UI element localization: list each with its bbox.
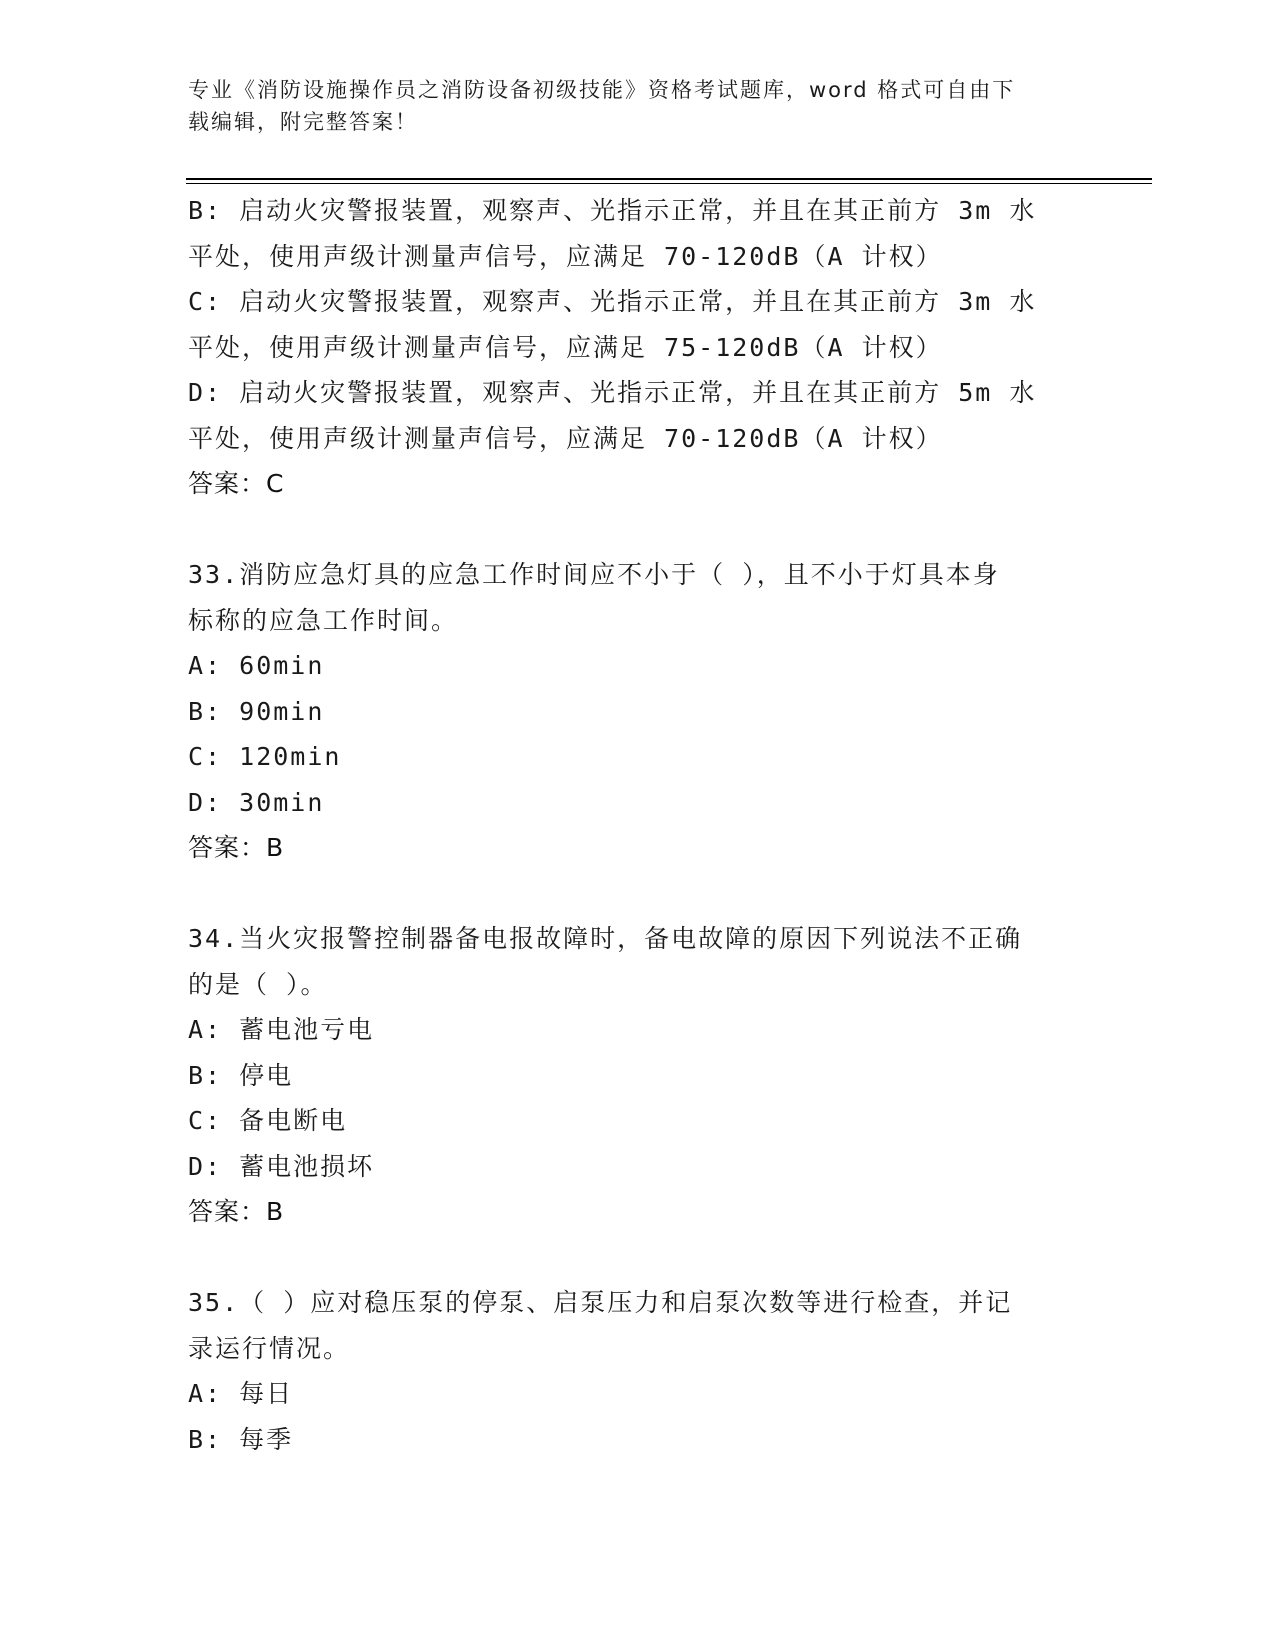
header-line-2: 载编辑，附完整答案！: [188, 110, 418, 134]
header-divider: [186, 178, 1152, 184]
q32-option-c-line-1: C: 启动火灾警报装置，观察声、光指示正常，并且在其正前方 3m 水: [188, 287, 1037, 316]
q34-stem-line-1: 34.当火灾报警控制器备电报故障时，备电故障的原因下列说法不正确: [188, 924, 1023, 953]
q33-stem-line-2: 标称的应急工作时间。: [188, 605, 459, 635]
q34-stem-line-2: 的是（ ）。: [188, 969, 328, 999]
q35-option-b: B: 每季: [188, 1424, 294, 1454]
q33-option-b: B: 90min: [188, 696, 325, 726]
q34-option-c: C: 备电断电: [188, 1106, 348, 1135]
q32-option-b-line-1: B: 启动火灾警报装置，观察声、光指示正常，并且在其正前方 3m 水: [188, 196, 1037, 225]
q32-option-d-line-2: 平处，使用声级计测量声信号，应满足 70-120dB（A 计权）: [188, 423, 943, 453]
question-33: [188, 552, 1088, 871]
question-32: [188, 188, 1088, 507]
q32-answer: 答案：C: [188, 469, 285, 498]
question-spacer: [188, 871, 1088, 917]
q34-option-d: D: 蓄电池损坏: [188, 1151, 375, 1181]
q34-answer: 答案：B: [188, 1197, 285, 1226]
question-list: [188, 188, 1088, 1462]
q33-stem-line-1: 33.消防应急灯具的应急工作时间应不小于（ ），且不小于灯具本身: [188, 560, 1000, 589]
header-line-1: 专业《消防设施操作员之消防设备初级技能》资格考试题库，word 格式可自由下: [188, 78, 1016, 102]
q34-option-a: A: 蓄电池亏电: [188, 1015, 375, 1044]
q32-option-d-line-1: D: 启动火灾警报装置，观察声、光指示正常，并且在其正前方 5m 水: [188, 378, 1037, 407]
q33-option-c: C: 120min: [188, 742, 342, 771]
document-header: [188, 74, 1068, 138]
question-spacer: [188, 1235, 1088, 1281]
q32-option-c-line-2: 平处，使用声级计测量声信号，应满足 75-120dB（A 计权）: [188, 332, 943, 362]
q35-stem-line-1: 35.（ ）应对稳压泵的停泵、启泵压力和启泵次数等进行检查，并记: [188, 1288, 1013, 1317]
q33-option-d: D: 30min: [188, 787, 325, 817]
q32-option-b-line-2: 平处，使用声级计测量声信号，应满足 70-120dB（A 计权）: [188, 241, 943, 271]
q35-stem-line-2: 录运行情况。: [188, 1333, 351, 1363]
question-34: [188, 916, 1088, 1235]
question-35: [188, 1280, 1088, 1462]
q33-option-a: A: 60min: [188, 651, 325, 680]
q33-answer: 答案：B: [188, 833, 285, 862]
q34-option-b: B: 停电: [188, 1060, 294, 1090]
question-spacer: [188, 507, 1088, 553]
q35-option-a: A: 每日: [188, 1379, 294, 1408]
